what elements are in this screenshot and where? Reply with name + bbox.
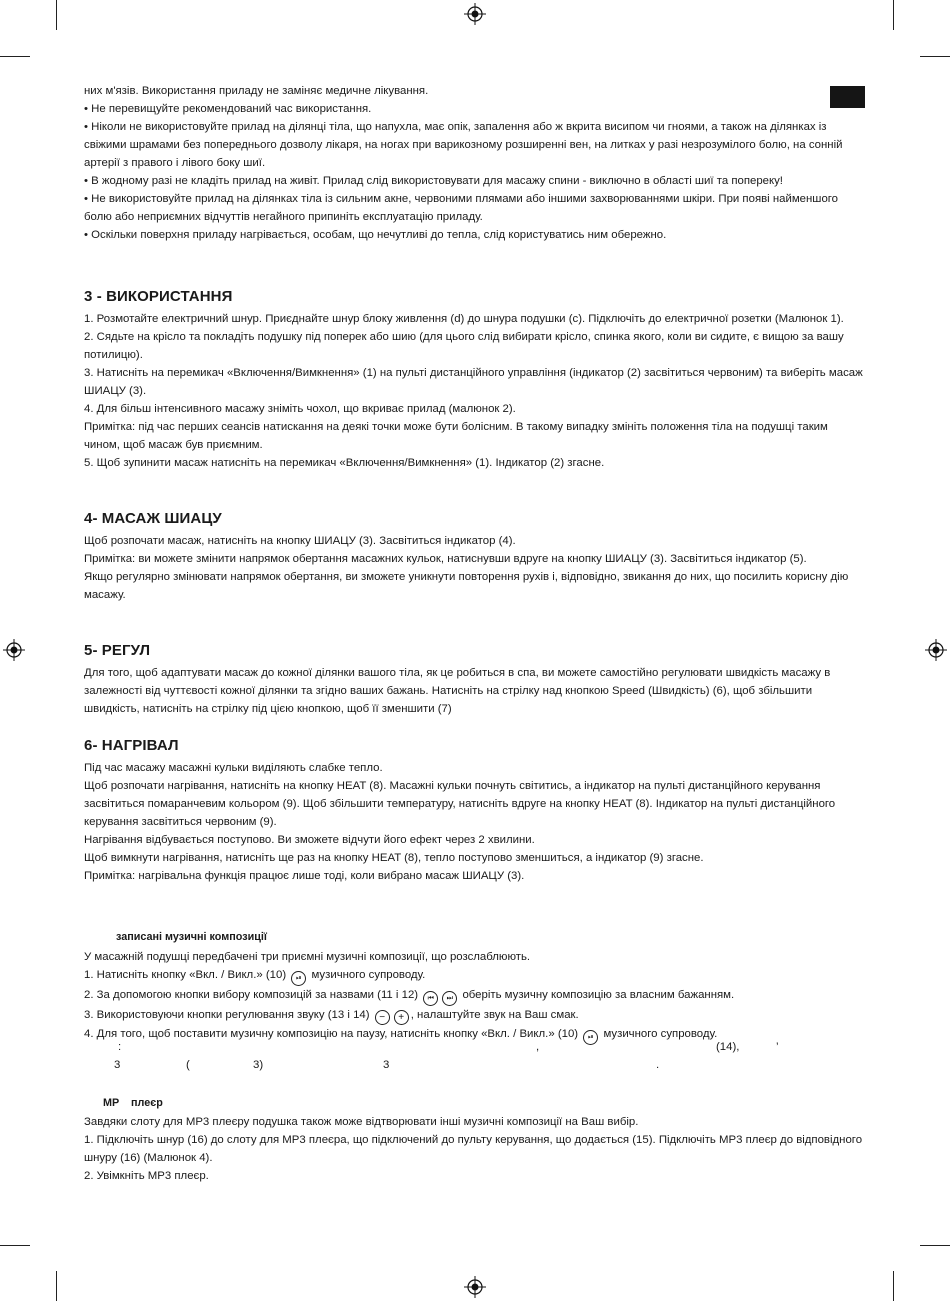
registration-mark-icon bbox=[464, 3, 486, 25]
step-text: , налаштуйте звук на Ваш смак. bbox=[410, 1009, 579, 1021]
play-pause-icon: ⏯ bbox=[583, 1030, 598, 1045]
paragraph: У масажній подушці передбачені три приємні музичні композиції, що розслаблюють. bbox=[84, 951, 531, 963]
crop-mark bbox=[920, 1245, 950, 1246]
play-pause-icon: ⏯ bbox=[291, 971, 306, 986]
crop-mark bbox=[920, 56, 950, 57]
previous-track-icon: ⏮ bbox=[423, 991, 438, 1006]
text-fragment: ( bbox=[186, 1059, 190, 1071]
paragraph: Якщо регулярно змінювати напрямок обертання, ви зможете уникнути повторення рухів і, відповідно, звикання до них, що посилить корисну дію масажу. bbox=[84, 571, 849, 601]
step-text: музичного супроводу. bbox=[311, 969, 426, 981]
paragraph: Щоб розпочати масаж, натисніть на кнопку ШИАЦУ (3). Засвітиться індикатор (4). bbox=[84, 535, 516, 547]
registration-mark-icon bbox=[925, 639, 947, 661]
text-fragment: ’ bbox=[776, 1041, 779, 1053]
paragraph bbox=[84, 1025, 864, 1045]
paragraph: Нагрівання відбувається поступово. Ви зможете відчути його ефект через 2 хвилини. bbox=[84, 834, 535, 846]
text-fragment: 3) bbox=[253, 1059, 264, 1071]
crop-mark bbox=[893, 1271, 894, 1301]
step-text: 2. За допомогою кнопки вибору композицій за назвами (11 і 12) bbox=[84, 989, 419, 1001]
section-music bbox=[84, 929, 864, 1045]
text-fragment: . bbox=[656, 1059, 660, 1071]
paragraph: • Не використовуйте прилад на ділянках тіла із сильним акне, червоними плямами або іншими захворюваннями шкіри. При появі найменшого болю або неприємних відчуттів негайного припиніть експлуатацію приладу. bbox=[84, 193, 839, 223]
step-text: 3. Використовуючи кнопки регулювання звуку (13 і 14) bbox=[84, 1009, 370, 1021]
section-usage bbox=[84, 287, 864, 472]
section-title: 3 - ВИКОРИСТАННЯ bbox=[84, 288, 233, 305]
volume-up-icon: + bbox=[394, 1010, 409, 1025]
paragraph: 4. Для більш інтенсивного масажу зніміть чохол, що вкриває прилад (малюнок 2). bbox=[84, 403, 516, 415]
registration-mark-icon bbox=[464, 1276, 486, 1298]
paragraph: 3. Натисніть на перемикач «Включення/Вимкнення» (1) на пульті дистанційного управління (індикатор (2) засвітиться червоним) та виберіть масаж ШИАЦУ (3). bbox=[84, 367, 863, 397]
paragraph bbox=[84, 986, 864, 1006]
registration-mark-icon bbox=[3, 639, 25, 661]
paragraph: Завдяки слоту для MP3 плеєру подушка також може відтворювати інші музичні композиції на Ваш вибір. bbox=[84, 1116, 639, 1128]
section-title: 5- РЕГУЛ bbox=[84, 642, 151, 659]
crop-mark bbox=[0, 1245, 30, 1246]
text-fragment: : bbox=[118, 1041, 122, 1053]
paragraph: Під час масажу масажні кульки виділяють слабке тепло. bbox=[84, 762, 383, 774]
crop-mark bbox=[56, 0, 57, 30]
paragraph: Щоб розпочати нагрівання, натисніть на кнопку HEAT (8). Масажні кульки почнуть світитись, а індикатор на пульті дистанційного керування засвітиться помаранчевим кольором (9). Щоб збільшити температуру, натисніть вдруге на кнопку HEAT (8). Індикатор на пульті дистанційного керування засвітиться червоним (9). bbox=[84, 780, 836, 828]
paragraph: • Не перевищуйте рекомендований час використання. bbox=[84, 103, 372, 115]
text-fragment: (14), bbox=[716, 1041, 740, 1053]
next-track-icon: ⏭ bbox=[442, 991, 457, 1006]
paragraph: 2. Сядьте на крісло та покладіть подушку під поперек або шию (для цього слід вибирати крісло, спинка якого, коли ви сидите, є вищою за вашу потилицю). bbox=[84, 331, 844, 361]
paragraph: • В жодному разі не кладіть прилад на живіт. Прилад слід використовувати для масажу спини - виключно в області шиї та попереку! bbox=[84, 175, 783, 187]
paragraph: 5. Щоб зупинити масаж натисніть на перемикач «Включення/Вимкнення» (1). Індикатор (2) згасне. bbox=[84, 457, 605, 469]
step-text: 1. Натисніть кнопку «Вкл. / Викл.» (10) bbox=[84, 969, 287, 981]
section-heating bbox=[84, 736, 864, 885]
paragraph: Щоб вимкнути нагрівання, натисніть ще раз на кнопку HEAT (8), тепло поступово зменшиться, а індикатор (9) згасне. bbox=[84, 852, 704, 864]
paragraph: Примітка: ви можете змінити напрямок обертання масажних кульок, натиснувши вдруге на кнопку ШИАЦУ (3). Засвітиться індикатор (5). bbox=[84, 553, 807, 565]
paragraph: 1. Підключіть шнур (16) до слоту для MP3 плеєра, що підключений до пульту керування, що додається (15). Підключіть MP3 плеєр до відповідного шнуру (16) (Малюнок 4). bbox=[84, 1134, 863, 1164]
section-shiatsu bbox=[84, 509, 864, 604]
text-fragment: 3 bbox=[383, 1059, 390, 1071]
section-speed bbox=[84, 641, 864, 718]
section-title: 4- МАСАЖ ШИАЦУ bbox=[84, 510, 222, 527]
crop-mark bbox=[0, 56, 30, 57]
subsection-title: MP плеєр bbox=[103, 1097, 163, 1109]
paragraph: Примітка: під час перших сеансів натискання на деякі точки може бути болісним. В такому випадку змініть положення тіла на подушці таким чином, щоб масаж був приємним. bbox=[84, 421, 828, 451]
text-fragment: 3 bbox=[114, 1059, 121, 1071]
paragraph: • Оскільки поверхня приладу нагрівається, особам, що нечутливі до тепла, слід користуватись ним обережно. bbox=[84, 229, 667, 241]
safety-notes bbox=[84, 82, 864, 244]
paragraph: • Ніколи не використовуйте прилад на ділянці тіла, що напухла, має опік, запалення або ж вкрита висипом чи гноями, а також на ділянках із свіжими шрамами без попереднього дозволу лікаря, на ногах при варикозному розширенні вен, на литках у разі незрозумілого болю, на сонній артерії з правого і лівого боку шиї. bbox=[84, 121, 843, 169]
volume-down-icon: − bbox=[375, 1010, 390, 1025]
paragraph: них м'язів. Використання приладу не заміняє медичне лікування. bbox=[84, 85, 429, 97]
paragraph: 2. Увімкніть MP3 плеєр. bbox=[84, 1170, 209, 1182]
paragraph bbox=[84, 966, 864, 986]
section-mp3 bbox=[84, 1095, 864, 1185]
step-text: 4. Для того, щоб поставити музичну композицію на паузу, натисніть кнопку «Вкл. / Викл.» (10) bbox=[84, 1028, 579, 1040]
step-text: оберіть музичну композицію за власним бажанням. bbox=[462, 989, 735, 1001]
crop-mark bbox=[56, 1271, 57, 1301]
paragraph: 1. Розмотайте електричний шнур. Приєднайте шнур блоку живлення (d) до шнура подушки (c). Підключіть до електричної розетки (Малюнок 1). bbox=[84, 313, 844, 325]
subsection-title: записані музичні композиції bbox=[116, 931, 267, 943]
text-fragment: , bbox=[536, 1041, 540, 1053]
section-title: 6- НАГРІВАЛ bbox=[84, 737, 179, 754]
paragraph bbox=[84, 1006, 864, 1025]
crop-mark bbox=[893, 0, 894, 30]
paragraph: Для того, щоб адаптувати масаж до кожної ділянки вашого тіла, як це робиться в спа, ви можете самостійно регулювати швидкість масажу в залежності від чуттєвості кожної ділянки та згідно ваших бажань. Натисніть на стрілку над кнопкою Speed (Швидкість) (6), щоб збільшити швидкість, натисніть на стрілку під цією кнопкою, щоб її зменшити (7) bbox=[84, 667, 831, 715]
paragraph: Примітка: нагрівальна функція працює лише тоді, коли вибрано масаж ШИАЦУ (3). bbox=[84, 870, 525, 882]
step-text: музичного супроводу. bbox=[603, 1028, 718, 1040]
